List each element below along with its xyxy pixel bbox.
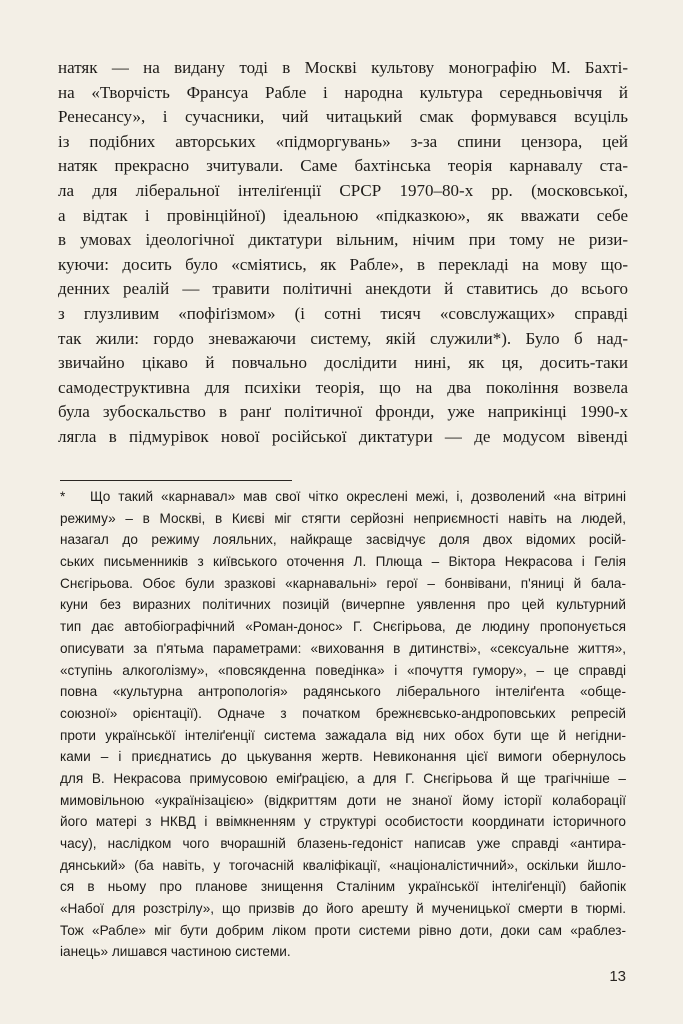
footnote-line: режиму» – в Москві, в Києві міг стягти серйозні неприємності навіть на людей, [60,510,626,526]
footnote-line: ся в ньому про планове знищення Сталіним українськӧї інтеліґенції) байопік [60,879,626,895]
text-line: звичайно цікаво й повчально дослідити нині, як ця, досить-таки [58,353,628,373]
footnote-line: описувати за п'ятьма параметрами: «виховання в дитинстві», «сексуальне життя», [60,640,626,656]
footnote-marker: * [60,489,66,504]
text-line: ла для ліберальної інтеліґенції СРСР 1970–80-х рр. (московської, [58,180,628,200]
footnote-line: Снєгірьова. Обоє були зразкові «карнавальні» герої – бонвівани, п'яниці й бала- [60,575,626,591]
page-number: 13 [609,968,626,985]
text-line: натяк — на видану тоді в Москві культову монографію М. Бахті- [58,58,628,77]
footnote-line: Тож «Рабле» міг бути добрим ліком проти системи рівно доти, доки сам «раблез- [60,922,626,938]
footnote-divider [60,480,292,481]
footnote-line: «Набої для розстрілу», що призвів до його арешту й мученицької смерти в тюрмі. [60,901,626,917]
footnote-line: дянський» (ба навіть, у тогочасній кваліфікації, «націоналістичний», оскільки йшло- [60,857,626,873]
footnote-line: союзної» орієнтації). Одначе з початком брежнєвсько-андроповських репресій [60,705,626,721]
footnote-line: для В. Некрасова примусовою еміґрацією, а для Г. Снєгірьова й ще трагічніше – [60,770,626,786]
footnote-line: тип дає автобіографічний «Роман-донос» Г. Снєгірьова, де людину пропонується [60,619,626,635]
text-line: з глузливим «пофіґізмом» (і сотні тисяч «совслужащих» справді [58,303,628,323]
footnote-line: мимовільною «українізацією» (відкриттям доти не знаної йому історії колаборації [60,792,626,808]
footnote-line: повна «культурна антропологія» радянського ліберального інтеліґента «обще- [60,684,626,700]
footnote [60,486,626,963]
text-line: так жили: гордо зневажаючи систему, якій служили*). Було б над- [58,328,628,348]
text-line: Ренесансу», і сучасники, чий читацький смак формувався всуціль [58,107,628,127]
footnote-line: його матері з НКВД і ввімкненням у структурі особистости координати історичного [60,814,626,830]
text-line: лягла в підмурівок нової російської диктатури — де модусом вівенді [58,426,628,446]
text-line: із подібних авторських «підморгувань» з-за спини цензора, цей [58,131,628,151]
footnote-line: назагал до режиму лояльних, найкраще засвідчує доля двох відомих росій- [60,532,626,548]
footnote-line: куни без виразних політичних позицій (вичерпне уявлення про цей культурний [60,597,626,613]
footnote-text: Що такий «карнавал» мав свої чітко окреслені межі, і, дозволений «на вітрині [90,489,626,504]
footnote-line: часу), наслідком чого вчорашній блазень-гедоніст написав уже справді «антира- [60,836,626,851]
text-line: самодеструктивна для психіки теорія, що на два покоління возвела [58,377,628,397]
footnote-line: ками – і приєднатись до цькування жертв. Невиконання цієї вимоги обернулось [60,749,626,765]
text-line: в умовах ідеологічної диктатури вільним, нічим при тому не ризи- [58,230,628,250]
footnote-line: ських письменників з київського оточення Л. Плюща – Віктора Некрасова і Гелія [60,554,626,570]
text-line: денних реалій — травити політичні анекдоти й ставитись до всього [58,279,628,299]
text-line: на «Творчість Франсуа Рабле і народна культура середньовіччя й [58,82,628,102]
text-line: куючи: досить було «сміятись, як Рабле», в перекладі на мову що- [58,254,628,274]
text-line: натяк прекрасно зчитували. Саме бахтінська теорія карнавалу ста- [58,156,628,176]
text-line: була зубоскальство в ранґ політичної фронди, уже наприкінці 1990-х [58,402,628,422]
main-text [58,56,628,450]
footnote-line: іанець» лишався частиною системи. [60,944,291,960]
footnote-line: проти українськӧї інтеліґенції система зажадала від них обох бути ще й негідни- [60,727,626,743]
footnote-line-first [60,486,626,508]
footnote-line: «ступінь алкоголізму», «повсякденна поведінка» і «почуття гумору», – це справді [60,662,626,678]
text-line: а відтак і провінційної) ідеальною «підказкою», як вважати себе [58,205,628,225]
